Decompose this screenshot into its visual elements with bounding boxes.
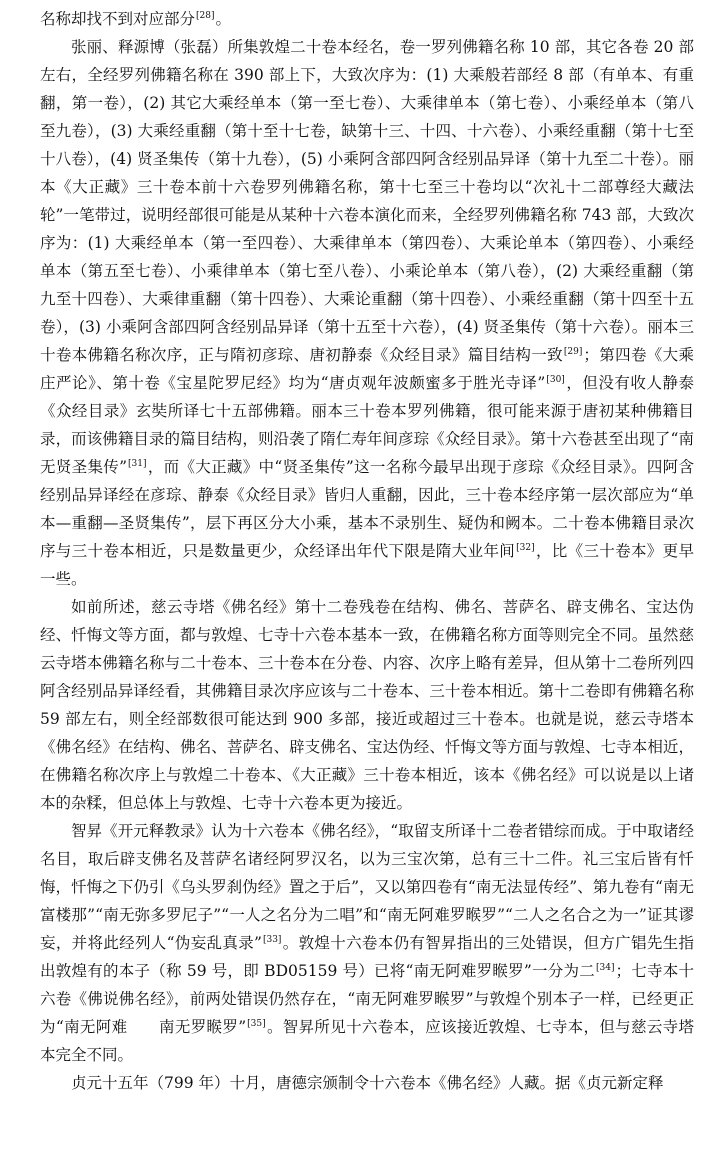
paragraph xyxy=(40,5,694,33)
footnote-marker: [32] xyxy=(516,542,535,553)
text-segment: 。敦煌十六卷本仍有智昇指出的三处错误，但方广锠先生指出敦煌有的本子（称 59 号，即 BD05159 号）已将“南无阿难罗睺罗”一分为二 xyxy=(40,934,694,980)
text-segment: ；第四卷《大乘庄严论》、第十卷《宝星陀罗尼经》均为“唐贞观年波颇蜜多于胜光寺译” xyxy=(40,346,694,392)
text-segment: 智昇《开元释教录》认为十六卷本《佛名经》，“取留支所译十二卷者错综而成。于中取诸经名目，取后辟支佛名及菩萨名诸经阿罗汉名，以为三宝次第，总有三十二件。礼三宝后皆有忏悔，忏悔之下仍引《乌头罗刹伪经》置之于后”，又以第四卷有“南无法显传经”、第九卷有“南无富楼那”“南无弥多罗尼子”“一人之名分为二唱”和“南无阿难罗睺罗”“二人之名合之为一”证其谬妄，并将此经列人“伪妄乱真录” xyxy=(40,822,694,952)
text-segment: ，而《大正藏》中“贤圣集传”这一名称今最早出现于彦琮《众经目录》。四阿含经别品异译经在彦琮、静泰《众经目录》皆归人重翻，因此，三十卷本经序第一层次部应为“单本—重翻—圣贤集传”，层下再区分大小乘，基本不录别生、疑伪和阙本。二十卷本佛籍目录次序与三十卷本相近，只是数量更少，众经译出年代下限是隋大业年间 xyxy=(40,458,694,560)
footnote-marker: [33] xyxy=(262,934,282,945)
paragraph xyxy=(40,817,694,1069)
text-segment: ，比《三十卷本》更早一些。 xyxy=(40,542,694,588)
footnote-marker: [35] xyxy=(247,1018,266,1029)
paragraph xyxy=(40,33,694,593)
text-segment: 贞元十五年（799 年）十月，唐德宗颁制令十六卷本《佛名经》人藏。据《贞元新定释 xyxy=(71,1074,664,1092)
paragraph xyxy=(40,1069,694,1097)
text-segment: ；七寺本十六卷《佛说佛名经》，前两处错误仍然存在，“南无阿难罗睺罗”与敦煌个别本子一样，已经更正为“南无阿难 南无罗睺罗” xyxy=(40,962,694,1036)
paragraph xyxy=(40,593,694,817)
footnote-marker: [31] xyxy=(128,458,147,469)
text-segment: ，但没有收人静泰《众经目录》玄奘所译七十五部佛籍。丽本三十卷本罗列佛籍，很可能来源于唐初某种佛籍目录，而该佛籍目录的篇目结构，则沿袭了隋仁寿年间彦琮《众经目录》。第十六卷甚至出现了“南无贤圣集传” xyxy=(40,374,694,476)
footnote-marker: [30] xyxy=(546,374,565,385)
footnote-marker: [34] xyxy=(596,962,615,973)
text-segment: 张丽、释源博（张磊）所集敦煌二十卷本经名，卷一罗列佛籍名称 10 部，其它各卷 20 部左右，全经罗列佛籍名称在 390 部上下，大致次序为：(1) 大乘般若部经 8 部（有单本、有重翻，第一卷），(2) 其它大乘经单本（第一至七卷）、大乘律单本（第七卷）、小乘经单本（第八至九卷），(3) 大乘经重翻（第十至十七卷，缺第十三、十四、十六卷）、小乘经重翻（第十七至十八卷），(4) 贤圣集传（第十九卷），(5) 小乘阿含部四阿含经别品异译（第十九至二十卷）。丽本《大正藏》三十卷本前十六卷罗列佛籍名称，第十七至三十卷均以“次礼十二部尊经大藏法轮”一笔带过，说明经部很可能是从某种十六卷本演化而来，全经罗列佛籍名称 743 部，大致次序为：(1) 大乘经单本（第一至四卷）、大乘律单本（第四卷）、大乘论单本（第四卷）、小乘经单本（第五至七卷）、小乘律单本（第七至八卷）、小乘论单本（第八卷），(2) 大乘经重翻（第九至十四卷）、大乘律重翻（第十四卷）、大乘论重翻（第十四卷）、小乘经重翻（第十四至十五卷），(3) 小乘阿含部四阿含经别品异译（第十五至十六卷），(4) 贤圣集传（第十六卷）。丽本三十卷本佛籍名称次序，正与隋初彦琮、唐初静泰《众经目录》篇目结构一致 xyxy=(40,38,694,364)
text-segment: 。智昇所见十六卷本，应该接近敦煌、七寺本，但与慈云寺塔本完全不同。 xyxy=(40,1018,694,1064)
footnote-marker: [29] xyxy=(563,346,583,357)
text-segment: 。 xyxy=(215,10,232,28)
footnote-marker: [28] xyxy=(196,10,215,21)
text-segment: 名称却找不到对应部分 xyxy=(40,10,196,28)
text-segment: 如前所述，慈云寺塔《佛名经》第十二卷残卷在结构、佛名、菩萨名、辟支佛名、宝达伪经、忏悔文等方面，都与敦煌、七寺十六卷本基本一致，在佛籍名称方面等则完全不同。虽然慈云寺塔本佛籍名称与二十卷本、三十卷本在分卷、内容、次序上略有差异，但从第十二卷所列四阿含经别品异译经看，其佛籍目录次序应该与二十卷本、三十卷本相近。第十二卷即有佛籍名称 59 部左右，则全经部数很可能达到 900 多部，接近或超过三十卷本。也就是说，慈云寺塔本《佛名经》在结构、佛名、菩萨名、辟支佛名、宝达伪经、忏悔文等方面与敦煌、七寺本相近，在佛籍名称次序上与敦煌二十卷本、《大正藏》三十卷本相近，该本《佛名经》可以说是以上诸本的杂糅，但总体上与敦煌、七寺十六卷本更为接近。 xyxy=(40,598,694,812)
